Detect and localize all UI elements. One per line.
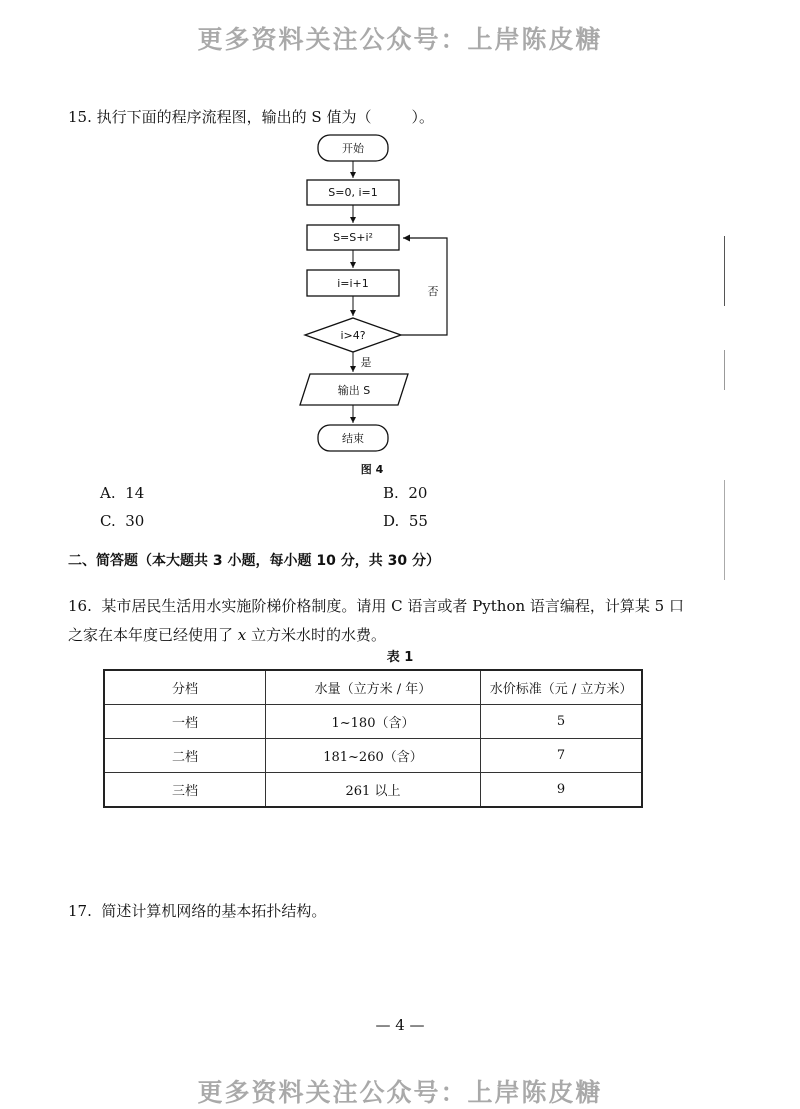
flow-condition-label: i>4? xyxy=(340,329,366,342)
option-b-value: 20 xyxy=(408,484,428,502)
table-header-row xyxy=(104,670,642,705)
question-16-line1 xyxy=(68,592,728,621)
flow-increment-label: i=i+1 xyxy=(337,277,369,290)
water-price-table xyxy=(103,669,643,808)
flow-end-label: 结束 xyxy=(342,432,364,445)
option-c-value: 30 xyxy=(125,512,145,530)
question-15-number: 15. xyxy=(68,108,92,126)
table-row xyxy=(104,739,642,773)
question-17 xyxy=(68,900,326,921)
figure-caption: 图 4 xyxy=(360,463,384,476)
scan-artifact-line xyxy=(724,350,725,390)
option-b-letter: B. xyxy=(383,484,399,502)
header-price: 水价标准（元 / 立方米） xyxy=(481,670,642,705)
table-row xyxy=(104,773,642,808)
watermark-bottom: 更多资料关注公众号：上岸陈皮糖 xyxy=(197,1078,603,1107)
page-number: — 4 — xyxy=(375,1016,425,1034)
question-16 xyxy=(68,592,728,650)
flowchart xyxy=(290,130,470,480)
option-a xyxy=(100,484,144,502)
table-title: 表 1 xyxy=(386,650,414,665)
flow-start-label: 开始 xyxy=(342,142,364,155)
question-15 xyxy=(68,106,434,127)
cell-tier: 二档 xyxy=(104,739,265,773)
cell-volume: 261 以上 xyxy=(265,773,480,808)
cell-tier: 一档 xyxy=(104,705,265,739)
cell-volume: 181~260（含） xyxy=(265,739,480,773)
flow-yes-label: 是 xyxy=(360,356,372,369)
flow-no-label: 否 xyxy=(427,285,439,298)
watermark-top: 更多资料关注公众号：上岸陈皮糖 xyxy=(197,25,603,54)
section-heading: 二、简答题（本大题共 3 小题，每小题 10 分，共 30 分） xyxy=(68,553,440,569)
option-a-value: 14 xyxy=(125,484,145,502)
header-volume: 水量（立方米 / 年） xyxy=(265,670,480,705)
question-16-text-3: 立方米水时的水费。 xyxy=(246,626,387,644)
option-a-letter: A. xyxy=(100,484,116,502)
flow-init-label: S=0, i=1 xyxy=(328,186,378,199)
question-17-number: 17. xyxy=(68,902,92,920)
flow-output-label: 输出 S xyxy=(337,384,371,397)
question-16-number: 16. xyxy=(68,597,92,615)
question-16-text: 某市居民生活用水实施阶梯价格制度。请用 C 语言或者 Python 语言编程，计算某 5 口 xyxy=(101,597,684,615)
table-row xyxy=(104,705,642,739)
option-c xyxy=(100,512,144,530)
cell-price: 9 xyxy=(481,773,642,808)
question-15-prompt: 执行下面的程序流程图，输出的 S 值为（ xyxy=(96,108,372,126)
option-d-letter: D. xyxy=(383,512,400,530)
cell-price: 7 xyxy=(481,739,642,773)
question-15-prompt-end: ）。 xyxy=(411,108,434,126)
question-17-text: 简述计算机网络的基本拓扑结构。 xyxy=(101,902,327,920)
scan-artifact-line xyxy=(724,480,725,580)
cell-tier: 三档 xyxy=(104,773,265,808)
variable-x: x xyxy=(237,626,247,644)
cell-volume: 1~180（含） xyxy=(265,705,480,739)
option-d-value: 55 xyxy=(408,512,428,530)
option-c-letter: C. xyxy=(100,512,116,530)
flow-loop-arrow xyxy=(401,238,447,335)
question-16-text-2: 之家在本年度已经使用了 xyxy=(68,626,238,644)
scan-artifact-line xyxy=(724,236,725,306)
cell-price: 5 xyxy=(481,705,642,739)
option-b xyxy=(383,484,427,502)
option-d xyxy=(383,512,428,530)
header-tier: 分档 xyxy=(104,670,265,705)
flow-sum-label: S=S+i² xyxy=(333,231,373,244)
